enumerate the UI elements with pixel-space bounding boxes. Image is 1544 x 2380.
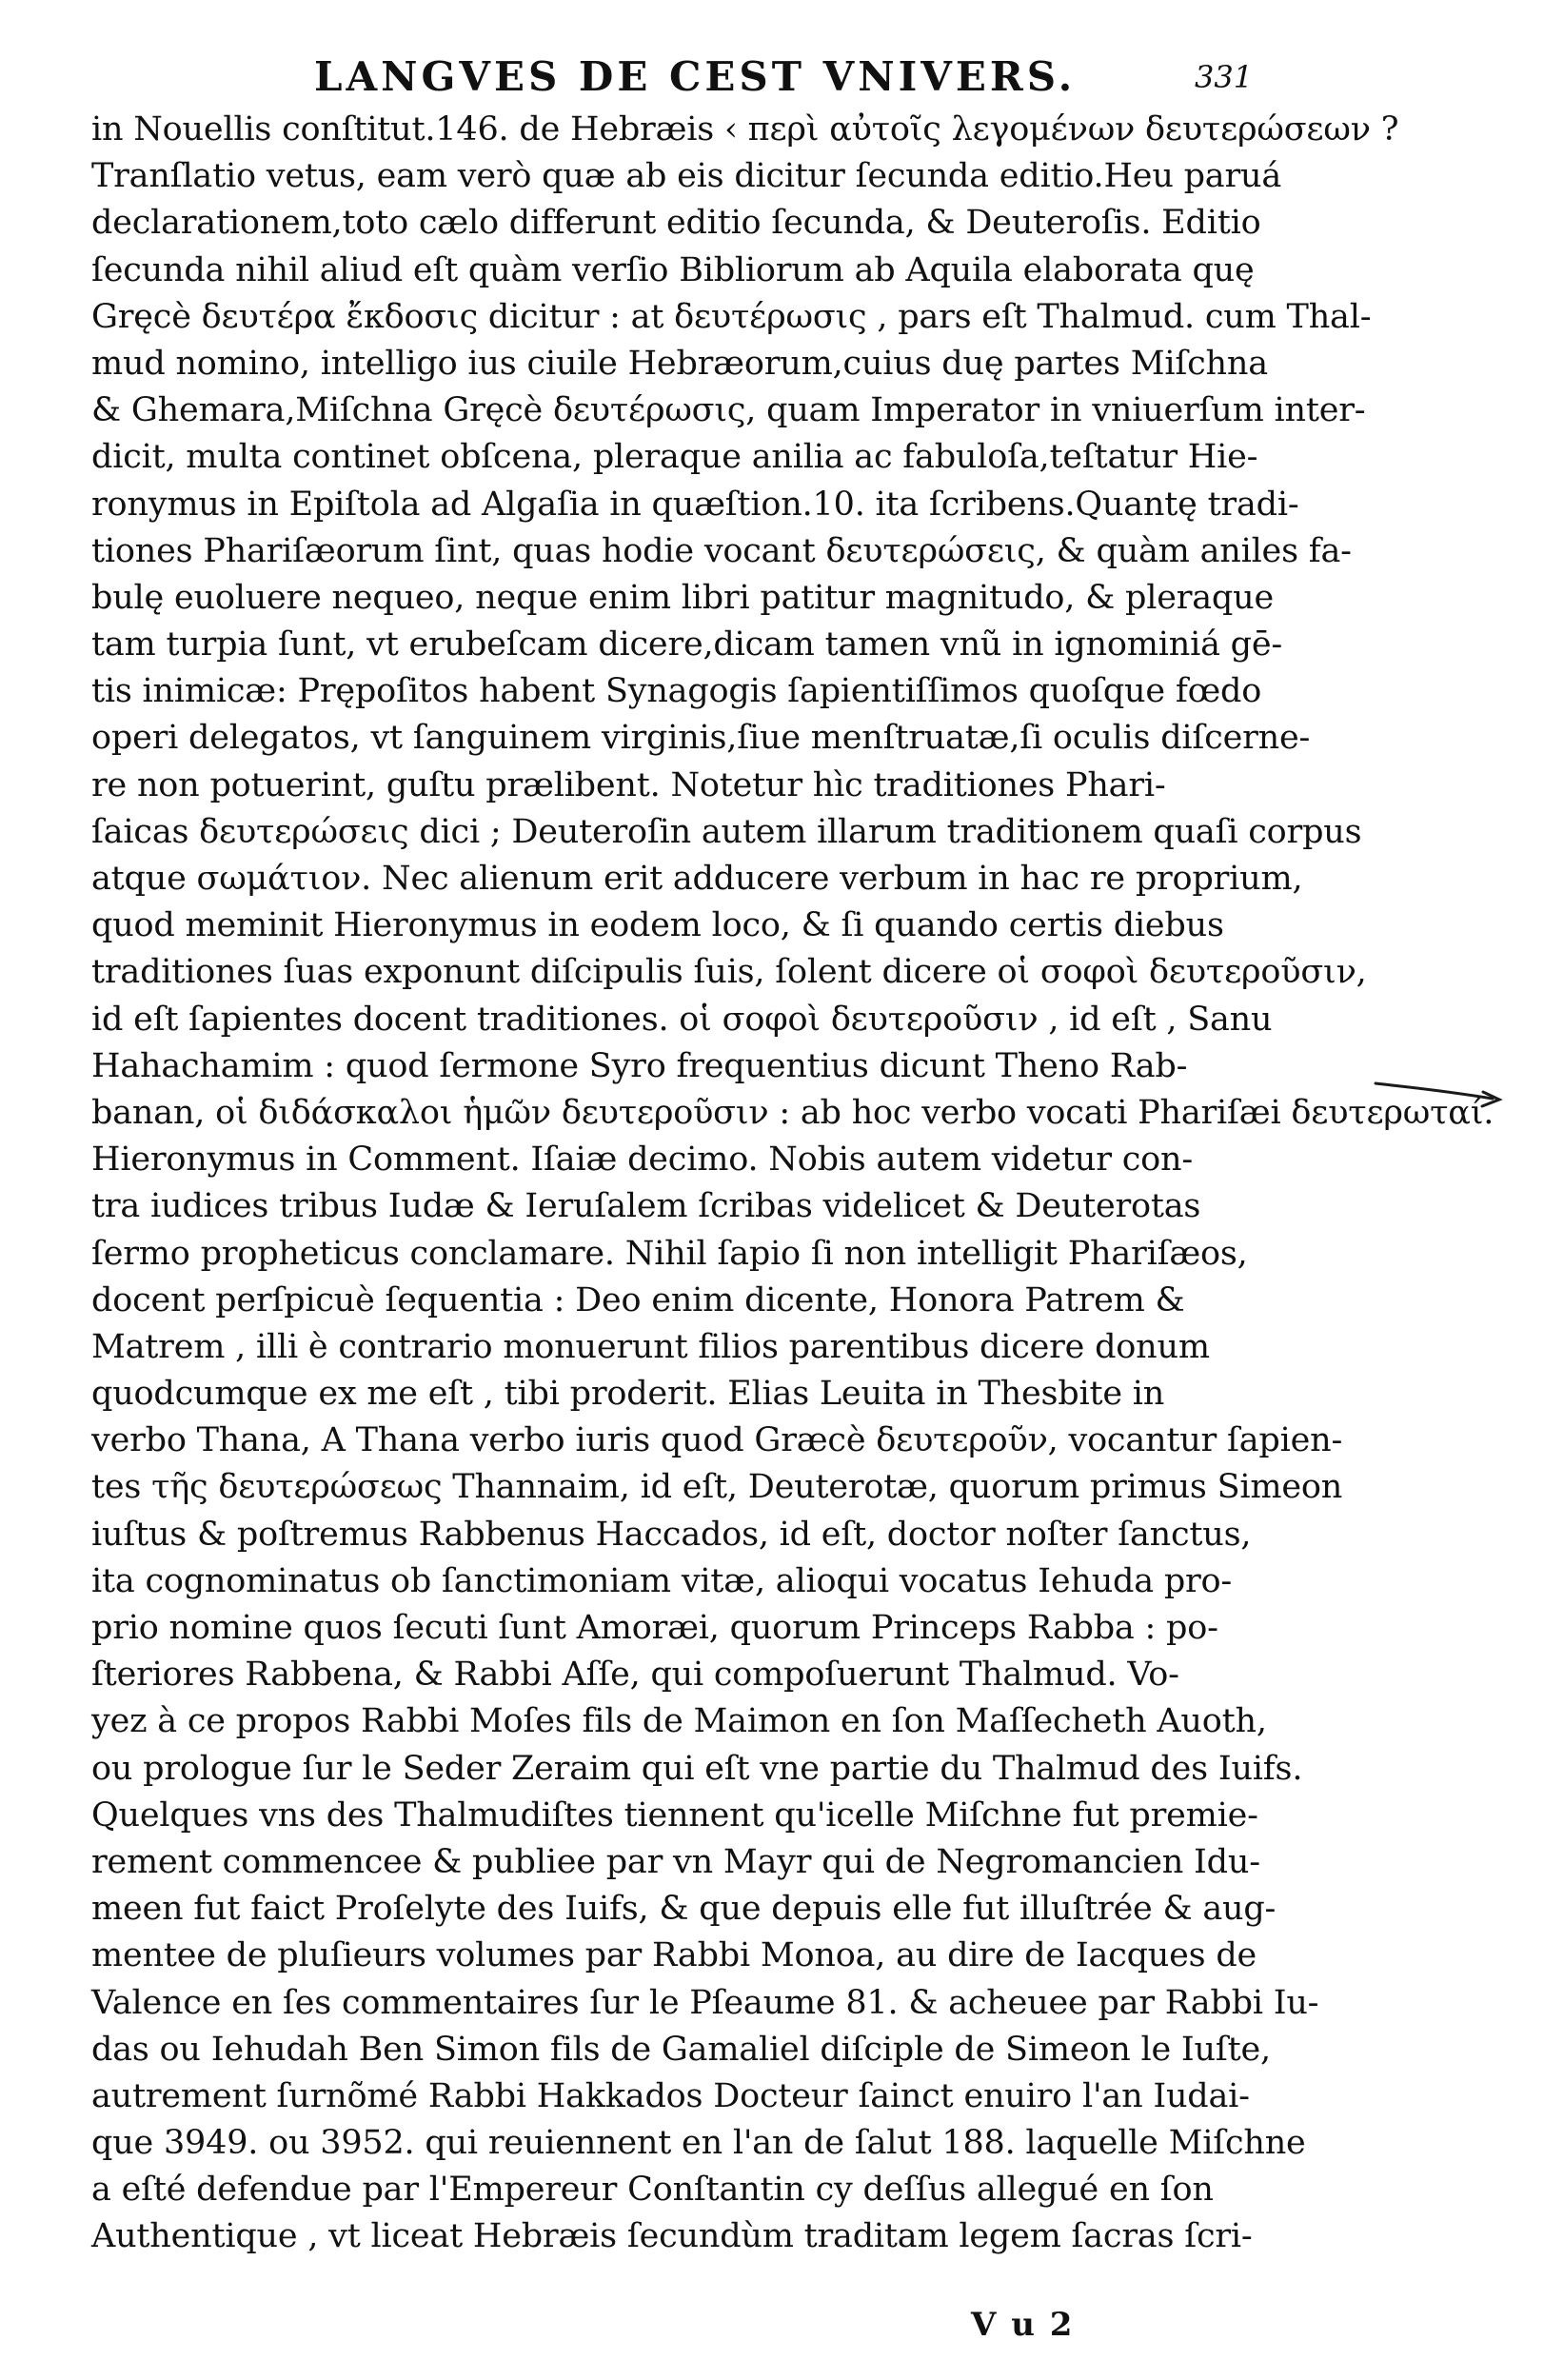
- text-line: tis inimicæ: Prępoſitos habent Synagogis ſapientiſſimos quoſque fœdo: [91, 672, 1262, 711]
- text-line: verbo Thana, A Thana verbo iuris quod Græcè δευτεροῦν, vocantur ſapien-: [91, 1421, 1343, 1460]
- text-line: Gręcè δευτέρα ἔκδοσις dicitur : at δευτέρωσις , pars eſt Thalmud. cum Thal-: [91, 297, 1372, 336]
- text-line: id eſt ſapientes docent traditiones. οἱ σοφοὶ δευτεροῦσιν , id eſt , Sanu: [91, 1000, 1273, 1039]
- text-line: ſteriores Rabbena, & Rabbi Aſſe, qui compoſuerunt Thalmud. Vo-: [91, 1656, 1179, 1695]
- text-line: Hahachamim : quod ſermone Syro frequentius dicunt Theno Rab-: [91, 1046, 1188, 1085]
- text-line: docent perſpicuè ſequentia : Deo enim dicente, Honora Patrem &: [91, 1280, 1185, 1319]
- text-line: banan, οἱ διδάσκαλοι ἡμῶν δευτεροῦσιν : ab hoc verbo vocati Phariſæi δευτερωταί.: [91, 1093, 1495, 1132]
- text-line: ſermo propheticus conclamare. Nihil ſapio ſi non intelligit Phariſæos,: [91, 1234, 1248, 1273]
- text-line: quod meminit Hieronymus in eodem loco, & ſi quando certis diebus: [91, 906, 1224, 945]
- text-line: declarationem,toto cælo differunt editio ſecunda, & Deuteroſis. Editio: [91, 204, 1261, 243]
- text-line: quodcumque ex me eſt , tibi proderit. Elias Leuita in Thesbite in: [91, 1375, 1165, 1414]
- text-line: dicit, multa continet obſcena, pleraque anilia ac fabuloſa,teſtatur Hie-: [91, 438, 1258, 477]
- text-line: das ou Iehudah Ben Simon fils de Gamaliel diſciple de Simeon le Iuſte,: [91, 2030, 1271, 2069]
- text-line: tiones Phariſæorum ſint, quas hodie vocant δευτερώσεις, & quàm aniles fa-: [91, 531, 1352, 570]
- margin-pen-mark-icon: [1371, 1066, 1514, 1123]
- text-line: prio nomine quos ſecuti ſunt Amoræi, quorum Princeps Rabba : po-: [91, 1609, 1218, 1647]
- text-line: meen fut faict Proſelyte des Iuifs, & que depuis elle fut illuſtrée & aug-: [91, 1890, 1277, 1929]
- text-line: que 3949. ou 3952. qui reuiennent en l'an de ſalut 188. laquelle Miſchne: [91, 2124, 1306, 2163]
- text-line: a eſté defendue par l'Empereur Conſtantin cy deſſus allegué en ſon: [91, 2171, 1214, 2210]
- text-line: mentee de pluſieurs volumes par Rabbi Monoa, au dire de Iacques de: [91, 1936, 1257, 1975]
- text-line: bulę euoluere nequeo, neque enim libri patitur magnitudo, & pleraque: [91, 578, 1274, 617]
- text-line: in Nouellis conſtitut.146. de Hebræis ‹ περὶ αὐτοῖς λεγομένων δευτερώσεων ?: [91, 110, 1399, 149]
- text-line: & Ghemara,Miſchna Gręcè δευτέρωσις, quam Imperator in vniuerſum inter-: [91, 391, 1366, 430]
- text-line: tra iudices tribus Iudæ & Ieruſalem ſcribas videlicet & Deuterotas: [91, 1187, 1201, 1226]
- text-line: autrement ſurnõmé Rabbi Hakkados Docteur ſainct enuiro l'an Iudai-: [91, 2076, 1250, 2115]
- text-line: Valence en ſes commentaires ſur le Pſeaume 81. & acheuee par Rabbi Iu-: [91, 1983, 1319, 2022]
- signature-mark: V u 2: [971, 2306, 1075, 2344]
- body-text: [91, 107, 1495, 2261]
- text-line: mud nomino, intelligo ius ciuile Hebræorum,cuius duę partes Miſchna: [91, 344, 1268, 383]
- text-line: atque σωμάτιον. Nec alienum erit adducere verbum in hac re proprium,: [91, 860, 1303, 898]
- text-line: iuſtus & poſtremus Rabbenus Haccados, id eſt, doctor noſter ſanctus,: [91, 1515, 1252, 1554]
- text-line: Quelques vns des Thalmudiſtes tiennent qu'icelle Miſchne fut premie-: [91, 1795, 1258, 1835]
- text-line: ita cognominatus ob ſanctimoniam vitæ, alioqui vocatus Iehuda pro-: [91, 1561, 1233, 1600]
- running-title: LANGVES DE CEST VNIVERS.: [314, 53, 1077, 100]
- text-line: yez à ce propos Rabbi Moſes fils de Maimon en ſon Maſſecheth Auoth,: [91, 1702, 1267, 1741]
- text-line: rement commencee & publiee par vn Mayr qui de Negromancien Idu-: [91, 1842, 1260, 1881]
- text-line: traditiones ſuas exponunt diſcipulis ſuis, ſolent dicere οἱ σοφοὶ δευτεροῦσιν,: [91, 953, 1367, 992]
- text-line: ſaicas δευτερώσεις dici ; Deuteroſin autem illarum traditionem quaſi corpus: [91, 812, 1362, 851]
- page-number: 331: [1195, 59, 1254, 95]
- text-line: ou prologue ſur le Seder Zeraim qui eſt vne partie du Thalmud des Iuifs.: [91, 1749, 1303, 1788]
- text-line: operi delegatos, vt ſanguinem virginis,ſiue menſtruatæ,ſi oculis diſcerne-: [91, 719, 1311, 758]
- text-line: ronymus in Epiſtola ad Algaſia in quæſtion.10. ita ſcribens.Quantę tradi-: [91, 485, 1299, 524]
- text-line: Tranſlatio vetus, eam verò quæ ab eis dicitur ſecunda editio.Heu paruá: [91, 157, 1281, 196]
- text-line: tes τῆς δευτερώσεως Thannaim, id eſt, Deuterotæ, quorum primus Simeon: [91, 1468, 1343, 1507]
- text-line: Matrem , illi è contrario monuerunt filios parentibus dicere donum: [91, 1327, 1210, 1366]
- text-line: ſecunda nihil aliud eſt quàm verſio Bibliorum ab Aquila elaborata quę: [91, 250, 1255, 289]
- text-line: Authentique , vt liceat Hebræis ſecundùm traditam legem ſacras ſcri-: [91, 2217, 1253, 2256]
- text-line: tam turpia ſunt, vt erubeſcam dicere,dicam tamen vnũ in ignominiá gē-: [91, 625, 1283, 664]
- text-line: Hieronymus in Comment. Iſaiæ decimo. Nobis autem videtur con-: [91, 1140, 1193, 1180]
- text-line: re non potuerint, guſtu prælibent. Notetur hìc traditiones Phari-: [91, 765, 1166, 804]
